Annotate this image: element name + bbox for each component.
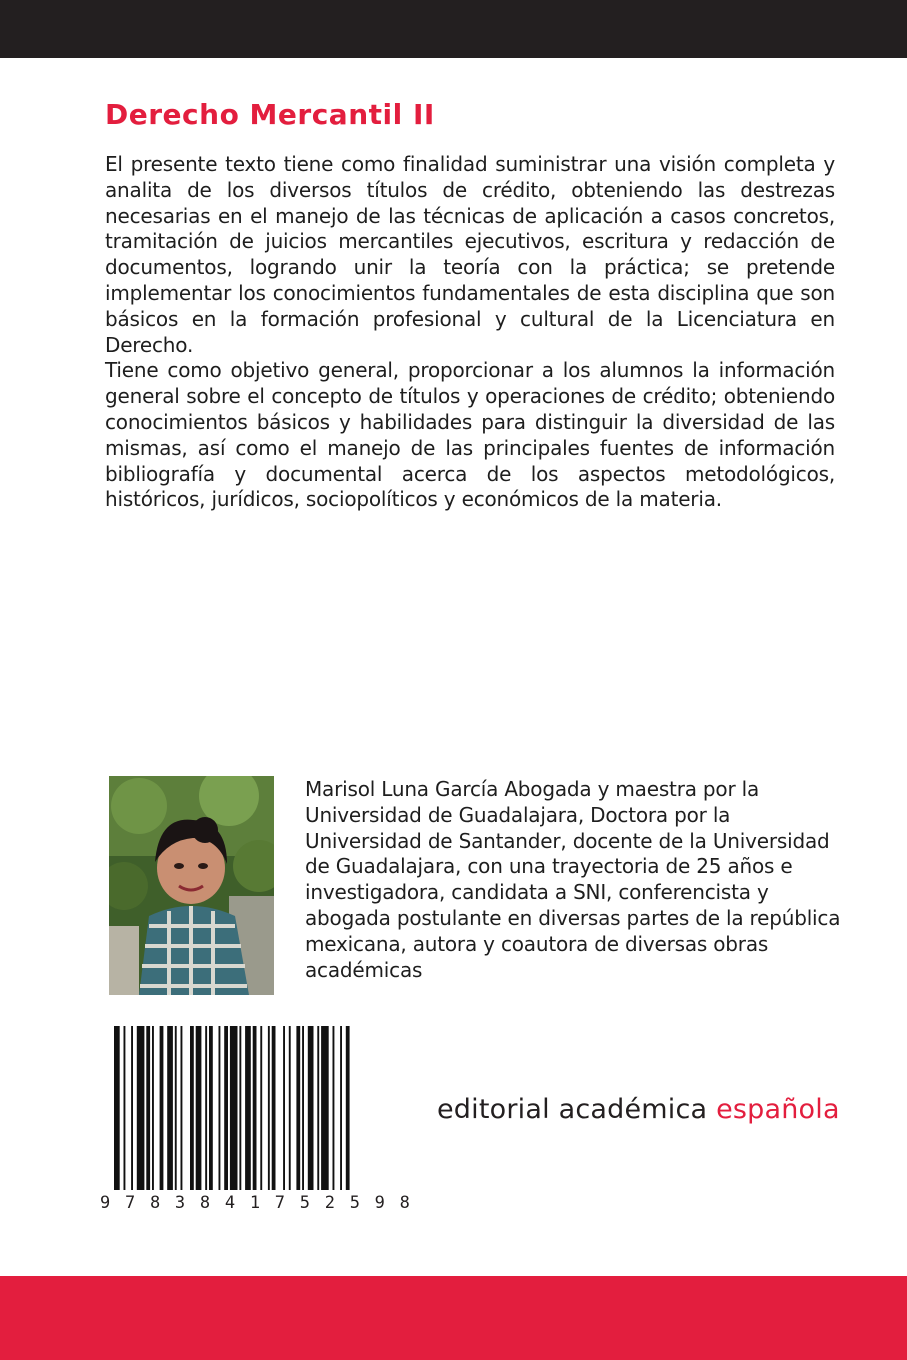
isbn-digit: 8: [149, 1193, 161, 1213]
barcode-bar: [340, 1026, 342, 1190]
isbn-digit: 8: [399, 1193, 410, 1213]
barcode-bar: [146, 1026, 150, 1190]
barcode-bar: [160, 1026, 164, 1190]
isbn-number: [100, 1193, 410, 1213]
barcode-bar: [152, 1026, 154, 1190]
barcode-bar: [167, 1026, 173, 1190]
barcode-bar: [137, 1026, 145, 1190]
book-title: Derecho Mercantil II: [105, 98, 435, 131]
description-paragraph: Tiene como objetivo general, proporcionar a los alumnos la información general sobre el concepto de títulos y operaciones de crédito; obteniendo conocimientos básicos y habilidades para distinguir la diversidad de las mismas, así como el manejo de las principales fuentes de información bibliografía y documental acerca de los aspectos metodológicos, históricos, jurídicos, sociopolíticos y económicos de la materia.: [105, 358, 835, 512]
isbn-barcode: [110, 1026, 420, 1190]
isbn-digit: 1: [249, 1193, 261, 1213]
isbn-digit: 5: [349, 1193, 360, 1213]
barcode-bar: [209, 1026, 213, 1190]
barcode-bar: [308, 1026, 314, 1190]
barcode-bar: [333, 1026, 335, 1190]
bottom-band: [0, 1276, 907, 1360]
top-band: [0, 0, 907, 58]
barcode-bar: [190, 1026, 194, 1190]
isbn-digit: 9: [374, 1193, 385, 1213]
isbn-digit: 7: [274, 1193, 286, 1213]
barcode-bar: [239, 1026, 241, 1190]
barcode-bar: [230, 1026, 238, 1190]
barcode-bar: [260, 1026, 262, 1190]
author-photo: [109, 776, 274, 995]
barcode-bar: [196, 1026, 202, 1190]
book-description: [105, 152, 835, 513]
barcode-bar: [346, 1026, 350, 1190]
isbn-digit: 9: [100, 1193, 111, 1213]
barcode-bar: [321, 1026, 329, 1190]
barcode-bar: [124, 1026, 126, 1190]
barcode-bar: [317, 1026, 319, 1190]
barcode-bar: [272, 1026, 276, 1190]
publisher-name: editorial académica: [437, 1094, 708, 1125]
barcode-bar: [224, 1026, 228, 1190]
barcode-bar: [283, 1026, 285, 1190]
barcode-bar: [289, 1026, 291, 1190]
barcode-bar: [181, 1026, 183, 1190]
isbn-digit: 3: [174, 1193, 186, 1213]
barcode-bar: [245, 1026, 251, 1190]
barcode-bar: [253, 1026, 257, 1190]
isbn-digit: 4: [224, 1193, 236, 1213]
barcode-bar: [219, 1026, 221, 1190]
description-paragraph: El presente texto tiene como finalidad suministrar una visión completa y analita de los diversos títulos de crédito, obteniendo las destrezas necesarias en el manejo de las técnicas de aplicación a casos concretos, tramitación de juicios mercantiles ejecutivos, escritura y redacción de documentos, logrando unir la teoría con la práctica; se pretende implementar los conocimientos fundamentales de esta disciplina que son básicos en la formación profesional y cultural de la Licenciatura en Derecho.: [105, 152, 835, 357]
publisher-name-accent: española: [716, 1094, 840, 1125]
barcode-bar: [114, 1026, 120, 1190]
isbn-digit: 7: [124, 1193, 136, 1213]
barcode-bar: [175, 1026, 177, 1190]
publisher-logo: [437, 1094, 840, 1125]
isbn-digit: 2: [324, 1193, 335, 1213]
isbn-digit: 5: [299, 1193, 310, 1213]
barcode-bar: [296, 1026, 300, 1190]
isbn-digit: 8: [199, 1193, 211, 1213]
barcode-bar: [205, 1026, 207, 1190]
author-bio: Marisol Luna García Abogada y maestra por la Universidad de Guadalajara, Doctora por la Universidad de Santander, docente de la Universidad de Guadalajara, con una trayectoria de 25 años e investigadora, candidata a SNI, conferencista y abogada postulante en diversas partes de la república mexicana, autora y coautora de diversas obras académicas: [305, 777, 841, 982]
barcode-bar: [268, 1026, 270, 1190]
barcode-bar: [131, 1026, 133, 1190]
barcode-bar: [302, 1026, 304, 1190]
